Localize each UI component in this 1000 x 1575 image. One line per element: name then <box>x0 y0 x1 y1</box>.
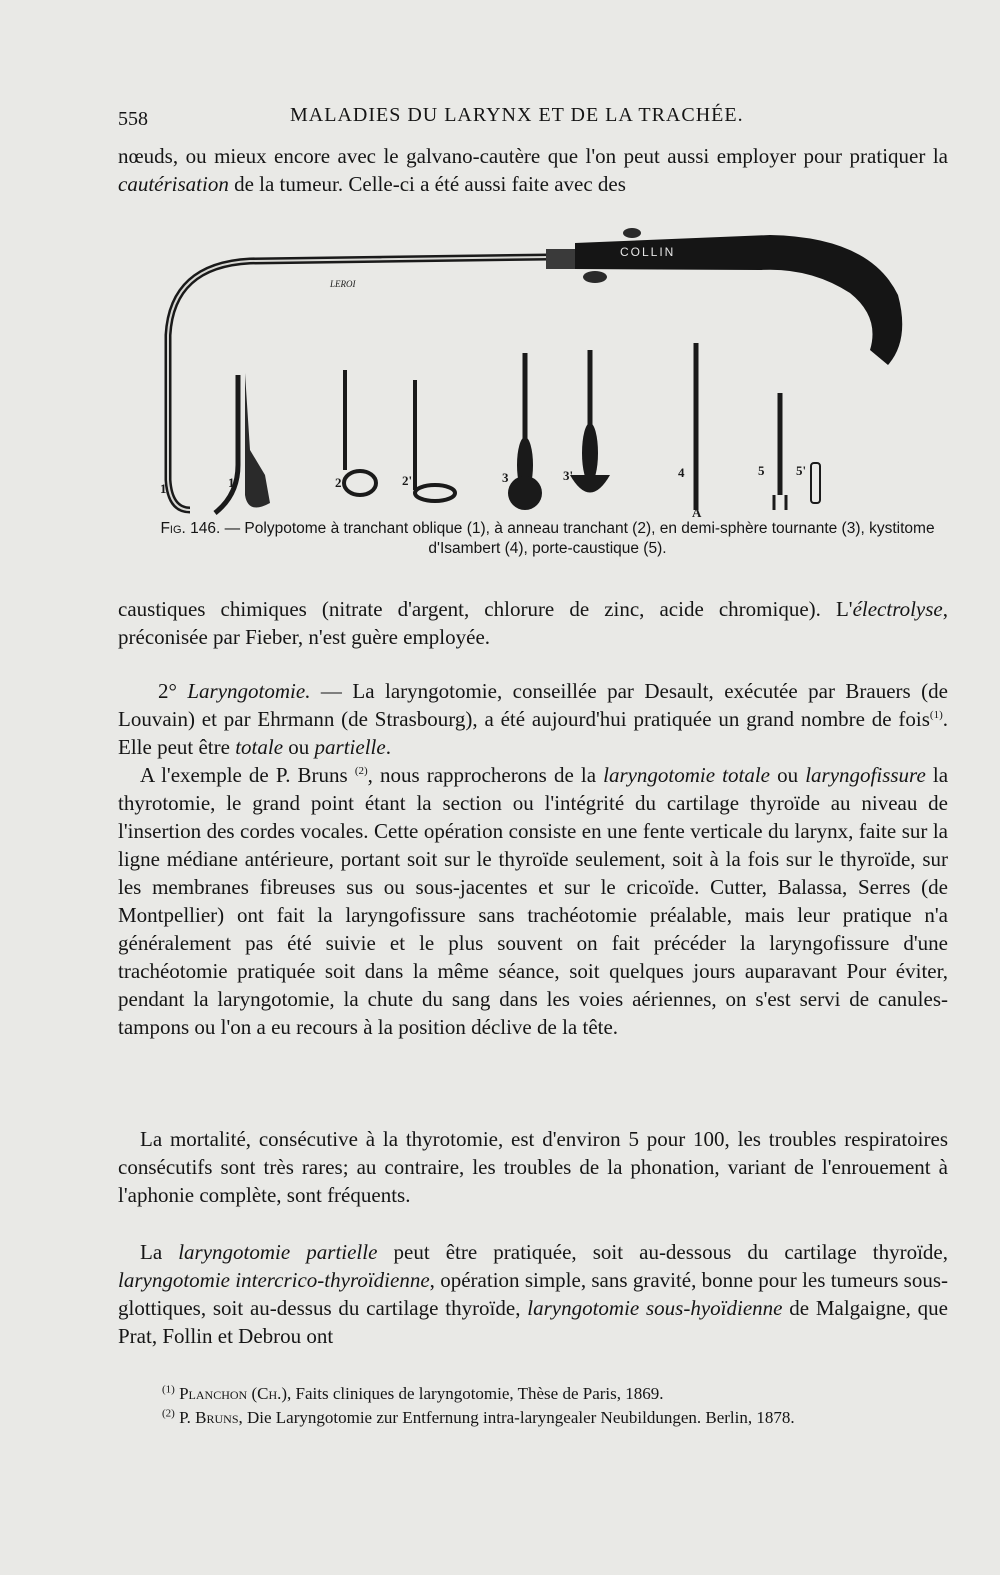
polypotome-1-prime <box>245 373 270 508</box>
instrument-illustration <box>150 225 920 525</box>
paragraph-laryngotomie: 2° Laryngotomie. — La laryngotomie, conseillée par Desault, exécutée par Brauers (de Louvain) et par Ehrmann (de Strasbourg), a été aujourd'hui pratiquée un grand nombre de fois$^{(1)}$. Elle peut être totale ou partielle. <box>118 679 948 759</box>
polypotome-1 <box>215 375 238 513</box>
polypotome-3-prime-neck <box>582 423 598 483</box>
paragraph-mortalite: La mortalité, consécutive à la thyrotomie, est d'environ 5 pour 100, les troubles respiratoires consécutifs sont très rares; au contraire, les troubles de la phonation, variant de l'enrouement à l'aphonie complète, sont fréquents. <box>118 1127 948 1207</box>
handle-label: COLLIN <box>620 245 676 259</box>
polypotome-3-sphere <box>508 476 542 510</box>
figure-caption: Fig. 146. — Polypotome à tranchant oblique (1), à anneau tranchant (2), en demi-sphère tournante (3), kystitome d'Isambert (4), porte-caustique (5). <box>160 520 935 557</box>
polypotome-2-ring <box>344 471 376 495</box>
tube-mark: LEROI <box>330 279 356 289</box>
footnote-1: $^{(1)}$ Planchon (Ch.), Faits cliniques de laryngotomie, Thèse de Paris, 1869. <box>162 1383 664 1403</box>
fig-label-1: 1 <box>160 481 167 496</box>
fig-label-2-prime: 2' <box>402 473 413 488</box>
polypotome-2-prime-ring <box>415 485 455 501</box>
fig-label-5: 5 <box>758 463 765 478</box>
running-title: MALADIES DU LARYNX ET DE LA TRACHÉE. <box>290 104 744 126</box>
fig-label-3: 3 <box>502 470 509 485</box>
fig-label-4: 4 <box>678 465 685 480</box>
porte-caustique-5-prime <box>811 463 820 503</box>
running-header <box>118 100 938 140</box>
fig-label-2: 2 <box>335 475 342 490</box>
fig-label-5-prime: 5' <box>796 463 807 478</box>
polypotome-3-prime-cup <box>570 475 610 493</box>
footnote-2: $^{(2)}$ P. Bruns, Die Laryngotomie zur Entfernung intra-laryngealer Neubildungen. Berlin, 1878. <box>162 1407 795 1427</box>
thumb-screw <box>583 271 607 283</box>
top-button <box>623 228 641 238</box>
paragraph-caustiques: caustiques chimiques (nitrate d'argent, chlorure de zinc, acide chromique). L'électrolyse, préconisée par Fieber, n'est guère employée. <box>118 597 948 649</box>
page-number: 558 <box>118 108 148 130</box>
fig-label-3-prime: 3' <box>563 468 574 483</box>
fig-label-1-prime: 1' <box>228 475 239 490</box>
paragraph-partielle: La laryngotomie partielle peut être pratiquée, soit au-dessous du cartilage thyroïde, laryngotomie intercrico-thyroïdienne, opération simple, sans gravité, bonne pour les tumeurs sous-glottiques, soit au-dessus du cartilage thyroïde, laryngotomie sous-hyoïdienne de Malgaigne, que Prat, Follin et Debrou ont <box>118 1240 949 1348</box>
fig-label-A: A <box>692 505 702 520</box>
paragraph-bruns: A l'exemple de P. Bruns $^{(2)}$, nous rapprocherons de la laryngotomie totale ou laryngofissure la thyrotomie, le grand point étant la section ou l'intégrité du cartilage thyroïde au niveau de l'insertion des cordes vocales. Cette opération consiste en une fente verticale du larynx, faite sur la ligne médiane antérieure, portant soit sur le thyroïde seulement, soit à la fois sur le thyroïde, sur les membranes fibreuses sus ou sous-jacentes et sur le cricoïde. Cutter, Balassa, Serres (de Montpellier) ont fait la laryngofissure sans trachéotomie préalable, mais leur pratique n'a généralement pas été suivie et le plus souvent on fait précéder la laryngofissure d'une trachéotomie pratiquée soit dans la même séance, soit quelques jours auparavant Pour éviter, pendant la laryngotomie, la chute du sang dans les voies aériennes, on s'est servi de canules-tampons ou l'on a eu recours à la position déclive de la tête. <box>118 763 949 1039</box>
porte-caustique-5-tip <box>774 495 786 510</box>
intro-paragraph: nœuds, ou mieux encore avec le galvano-cautère que l'on peut aussi employer pour pratiquer la cautérisation de la tumeur. Celle-ci a été aussi faite avec des <box>118 144 948 196</box>
cannula-collar <box>546 249 578 269</box>
